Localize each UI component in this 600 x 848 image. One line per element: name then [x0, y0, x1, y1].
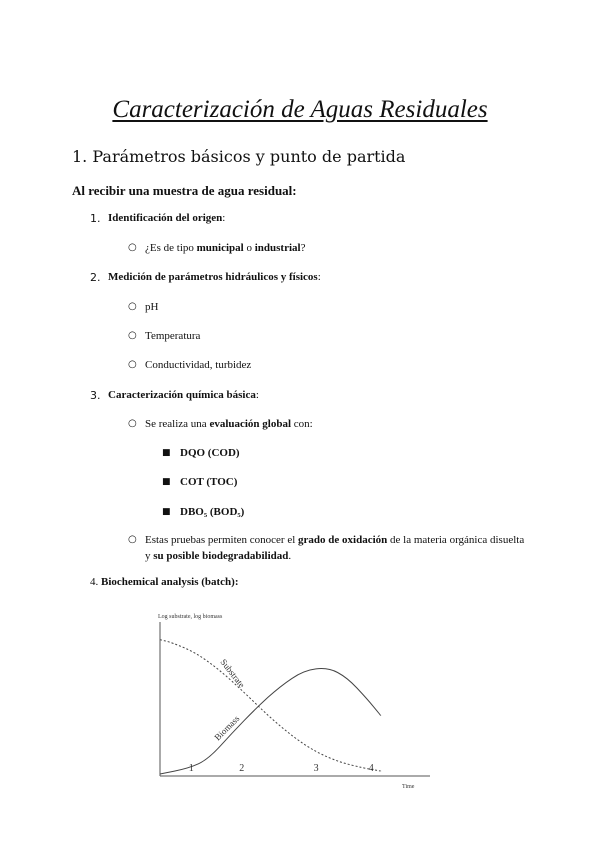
phase-label: 1: [188, 763, 194, 774]
sub-item: Estas pruebas permiten conocer el grado de oxidación de la materia orgánica disuelta: [145, 534, 525, 546]
item-number: 3.: [90, 389, 101, 402]
document-title: Caracterización de Aguas Residuales: [112, 96, 488, 123]
item-number: 4.: [90, 576, 99, 588]
y-axis-label: Log substrate, log biomass: [158, 614, 223, 620]
series-line-biomass: [160, 669, 381, 774]
circle-bullet-icon: ○: [128, 301, 137, 312]
item-label: Medición de parámetros hidráulicos y físicos: [108, 271, 318, 283]
circle-bullet-icon: ○: [128, 534, 137, 545]
circle-bullet-icon: ○: [128, 418, 137, 429]
square-bullet-icon: ■: [162, 448, 171, 458]
section-intro: Al recibir una muestra de agua residual:: [72, 183, 297, 198]
list-item-4: [90, 576, 239, 588]
circle-bullet-icon: ○: [128, 330, 137, 341]
sub-item: Se realiza una evaluación global con:: [145, 418, 313, 430]
bullet-item: COT (TOC): [180, 476, 238, 488]
list-item-3: Caracterización química básica:: [108, 389, 259, 401]
sub-item: Temperatura: [145, 330, 201, 342]
sub-item: Conductividad, turbidez: [145, 359, 252, 371]
circle-bullet-icon: ○: [128, 242, 137, 253]
item-number: 2.: [90, 271, 101, 284]
square-bullet-icon: ■: [162, 477, 171, 487]
phase-label: 4: [368, 763, 374, 774]
circle-bullet-icon: ○: [128, 359, 137, 370]
bullet-item: DBO₅ (BOD₅): [180, 506, 245, 518]
sub-item: pH: [145, 301, 159, 313]
growth-chart: [140, 606, 440, 796]
list-item-2: Medición de parámetros hidráulicos y físicos:: [108, 271, 321, 283]
list-item-1: Identificación del origen:: [108, 212, 226, 224]
series-label-biomass: Biomass: [212, 713, 242, 743]
item-label: Biochemical analysis (batch):: [101, 576, 239, 588]
phase-label: 2: [239, 763, 245, 774]
square-bullet-icon: ■: [162, 507, 171, 517]
item-label: Caracterización química básica: [108, 389, 256, 401]
item-label: Identificación del origen: [108, 212, 223, 224]
sub-item-continuation: y su posible biodegradabilidad.: [145, 550, 292, 562]
section-heading: 1. Parámetros básicos y punto de partida: [72, 147, 406, 166]
phase-label: 3: [313, 763, 319, 774]
series-line-substrate: [160, 640, 381, 771]
bullet-item: DQO (COD): [180, 447, 240, 459]
series-label-substrate: Substrate: [218, 657, 247, 690]
x-axis-label: Time: [402, 784, 415, 790]
item-number: 1.: [90, 212, 101, 225]
sub-item: ¿Es de tipo municipal o industrial?: [145, 242, 306, 254]
